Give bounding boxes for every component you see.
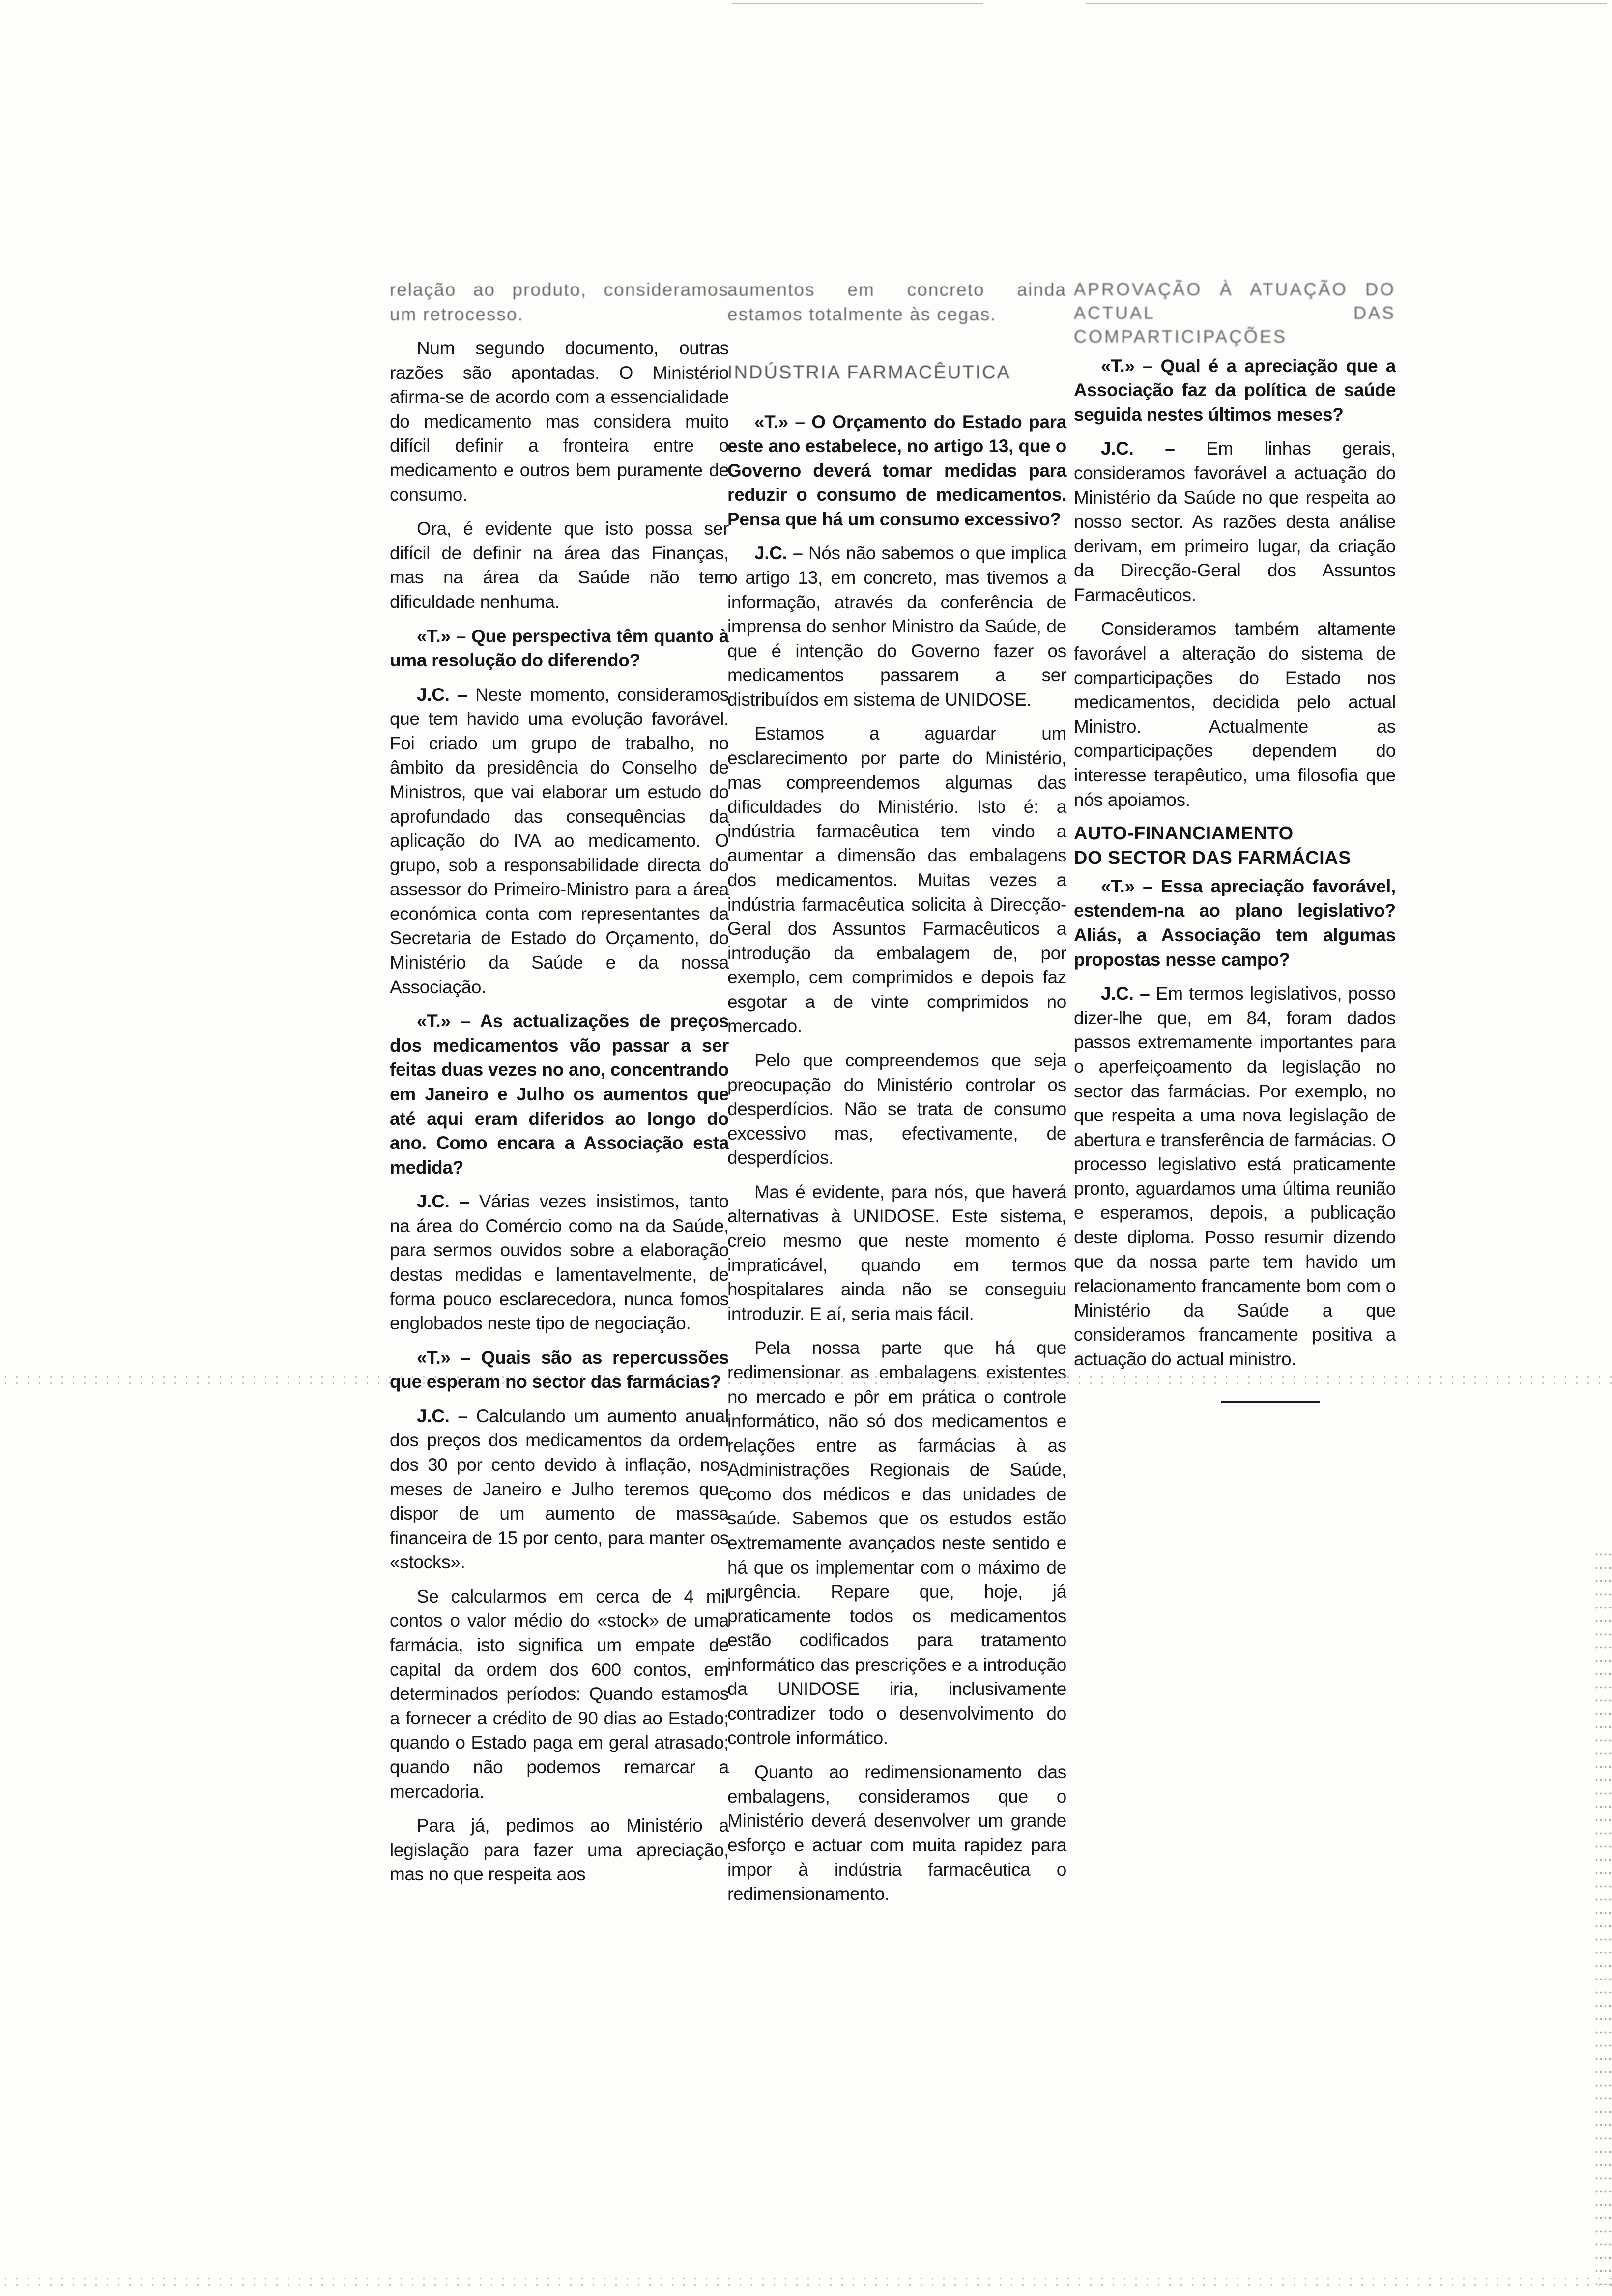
interview-question: «T.» – Quais são as repercussões que esperam no sector das farmácias? bbox=[390, 1347, 729, 1392]
interview-answer bbox=[1074, 436, 1396, 607]
answer-text: Em termos legislativos, posso dizer-lhe que, em 84, foram dados passos extremamente importantes para o aperfeiçoamento da legislação no sector das farmácias. Por exemplo, no que respeita a uma nova legislação de abertura e transferência de farmácias. O processo legislativo está praticamente pronto, aguardamos uma última reunião e esperamos, depois, a publicação deste diploma. Posso resumir dizendo que da nossa parte tem havido um relacionamento francamente bom com o Ministério da Saúde a que consideramos francamente positiva a actuação do actual ministro. bbox=[1074, 983, 1396, 1369]
speaker-tag: J.C. – bbox=[754, 543, 803, 564]
speaker-tag: J.C. – bbox=[417, 684, 467, 705]
top-edge-rule-right bbox=[1086, 3, 1607, 4]
paragraph: Mas é evidente, para nós, que haverá alternativas à UNIDOSE. Este sistema, creio mesmo que neste momento é impraticável, quando em termos hospitalares ainda não se conseguiu introduzir. E aí, seria mais fácil. bbox=[727, 1181, 1066, 1324]
scan-noise-edge bbox=[1594, 1548, 1612, 2285]
faded-paragraph: aumentos em concreto ainda estamos totalmente às cegas. bbox=[727, 280, 1066, 324]
paragraph: Quanto ao redimensionamento das embalagens, consideramos que o Ministério deverá desenvolver um grande esforço e actuar com muita rapidez para impor à indústria farmacêutica o redimensionamento. bbox=[727, 1762, 1066, 1904]
article-column-1 bbox=[390, 278, 729, 1896]
answer-text: Várias vezes insistimos, tanto na área do Comércio como na da Saúde, para sermos ouvidos sobre a elaboração destas medidas e lamentavelmente, de forma pouco esclarecedora, nunca fomos englobados neste tipo de negociação. bbox=[390, 1191, 729, 1334]
answer-text: Neste momento, consideramos que tem havido uma evolução favorável. Foi criado um grupo de trabalho, no âmbito da presidência do Conselho de Ministros, que vai elaborar um estudo do aprofundado das consequências da aplicação do IVA ao medicamento. O grupo, sob a responsabilidade directa do assessor do Primeiro-Ministro para a área económica conta com representantes da Secretaria de Estado do Orçamento, do Ministério da Saúde e da nossa Associação. bbox=[390, 684, 729, 997]
paragraph: Se calcularmos em cerca de 4 mil contos o valor médio do «stock» de uma farmácia, isto significa um empate de capital da ordem dos 600 contos, em determinados períodos: Quando estamos a fornecer a crédito de 90 dias ao Estado; quando o Estado paga em geral atrasado; quando não podemos remarcar a mercadoria. bbox=[390, 1586, 729, 1802]
speaker-tag: J.C. – bbox=[1101, 438, 1175, 459]
interview-question: «T.» – O Orçamento do Estado para este ano estabelece, no artigo 13, que o Governo deverá tomar medidas para reduzir o consumo de medicamentos. Pensa que há um consumo excessivo? bbox=[727, 411, 1066, 529]
paragraph: Num segundo documento, outras razões são apontadas. O Ministério afirma-se de acordo com a essencialidade do medicamento mas considera muito difícil definir a fronteira entre o medicamento e outros bem puramente de consumo. bbox=[390, 338, 729, 505]
interview-question: «T.» – Essa apreciação favorável, estendem-na ao plano legislativo? Aliás, a Associação tem algumas propostas nesse campo? bbox=[1074, 876, 1396, 970]
interview-question: «T.» – Que perspectiva têm quanto à uma resolução do diferendo? bbox=[390, 626, 729, 671]
article-end-rule bbox=[1221, 1401, 1320, 1403]
section-subhead bbox=[1074, 822, 1396, 870]
interview-answer bbox=[1074, 981, 1396, 1371]
interview-question: «T.» – Qual é a apreciação que a Associação faz da política de saúde seguida nestes últimos meses? bbox=[1074, 355, 1396, 425]
article-column-3 bbox=[1074, 278, 1396, 1403]
paragraph: Estamos a aguardar um esclarecimento por parte do Ministério, mas compreendemos algumas das dificuldades do Ministério. Isto é: a indústria farmacêutica tem vindo a aumentar a dimensão das embalagens dos medicamentos. Muitas vezes a indústria farmacêutica solicita à Direcção-Geral dos Assuntos Farmacêuticos a introdução da embalagem de, por exemplo, cem comprimidos e depois faz esgotar a de vinte comprimidos no mercado. bbox=[727, 723, 1066, 1036]
top-edge-rule bbox=[732, 3, 983, 4]
answer-text: Nós não sabemos o que implica o artigo 13, em concreto, mas tivemos a informação, através da conferência de imprensa do senhor Ministro da Saúde, de que é intenção do Governo fazer os medicamentos passarem a ser distribuídos em sistema de UNIDOSE. bbox=[727, 543, 1066, 710]
answer-text: Calculando um aumento anual dos preços dos medicamentos da ordem dos 30 por cento devido à inflação, nos meses de Janeiro e Julho teremos que dispor de um aumento de massa financeira de 15 por cento, para manter os «stocks». bbox=[390, 1406, 729, 1573]
speaker-tag: J.C. – bbox=[417, 1406, 468, 1426]
section-subhead-line: AUTO-FINANCIAMENTO bbox=[1074, 823, 1294, 844]
speaker-tag: J.C. – bbox=[417, 1191, 469, 1212]
paragraph: Pela nossa parte que há que redimensionar as embalagens existentes no mercado e pôr em prática o controle informático, não só dos medicamentos e relações entre as farmácias à as Administrações Regionais de Saúde, como dos médicos e das unidades de saúde. Sabemos que os estudos estão extremamente avançados neste sentido e há que os implementar com o máximo de urgência. Repare que, hoje, já praticamente todos os medicamentos estão codificados para tratamento informático das prescrições e a introdução da UNIDOSE iria, inclusivamente contradizer todo o desenvolvimento do controle informático. bbox=[727, 1338, 1066, 1748]
paragraph: Ora, é evidente que isto possa ser difícil de definir na área das Finanças, mas na área da Saúde não tem dificuldade nenhuma. bbox=[390, 518, 729, 612]
speaker-tag: J.C. – bbox=[1101, 983, 1150, 1004]
interview-answer bbox=[390, 683, 729, 1000]
paragraph: Pelo que compreendemos que seja preocupação do Ministério controlar os desperdícios. Não se trata de consumo excessivo mas, efectivamente, de desperdícios. bbox=[727, 1050, 1066, 1168]
faded-paragraph: relação ao produto, consideramos um retrocesso. bbox=[390, 280, 729, 324]
section-subhead: INDÚSTRIA FARMACÊUTICA bbox=[727, 362, 1011, 383]
interview-question: «T.» – As actualizações de preços dos medicamentos vão passar a ser feitas duas vezes no ano, concentrando em Janeiro e Julho os aumentos que até aqui eram diferidos ao longo do ano. Como encara a Associação esta medida? bbox=[390, 1011, 729, 1177]
interview-answer bbox=[727, 541, 1066, 712]
paragraph: Consideramos também altamente favorável a alteração do sistema de comparticipações do Estado nos medicamentos, decidida pelo actual Ministro. Actualmente as comparticipações dependem do interesse terapêutico, uma filosofia que nós apoiamos. bbox=[1074, 619, 1396, 810]
paragraph: Para já, pedimos ao Ministério a legislação para fazer uma apreciação, mas no que respeita aos bbox=[390, 1815, 729, 1885]
article-column-2 bbox=[727, 278, 1066, 1916]
scan-noise-band-bottom bbox=[0, 2275, 1612, 2288]
section-subhead-line: DO SECTOR DAS FARMÁCIAS bbox=[1074, 847, 1351, 868]
interview-answer bbox=[390, 1189, 729, 1335]
scan-noise-band bbox=[0, 1374, 1612, 1386]
interview-answer bbox=[390, 1404, 729, 1575]
faded-section-head: APROVAÇÃO À ATUAÇÃO DO ACTUAL DAS COMPARTICIPAÇÕES bbox=[1074, 279, 1396, 347]
answer-text: Em linhas gerais, consideramos favorável a actuação do Ministério da Saúde no que respeita ao nosso sector. As razões desta análise derivam, em primeiro lugar, da criação da Direcção-Geral dos Assuntos Farmacêuticos. bbox=[1074, 438, 1396, 605]
